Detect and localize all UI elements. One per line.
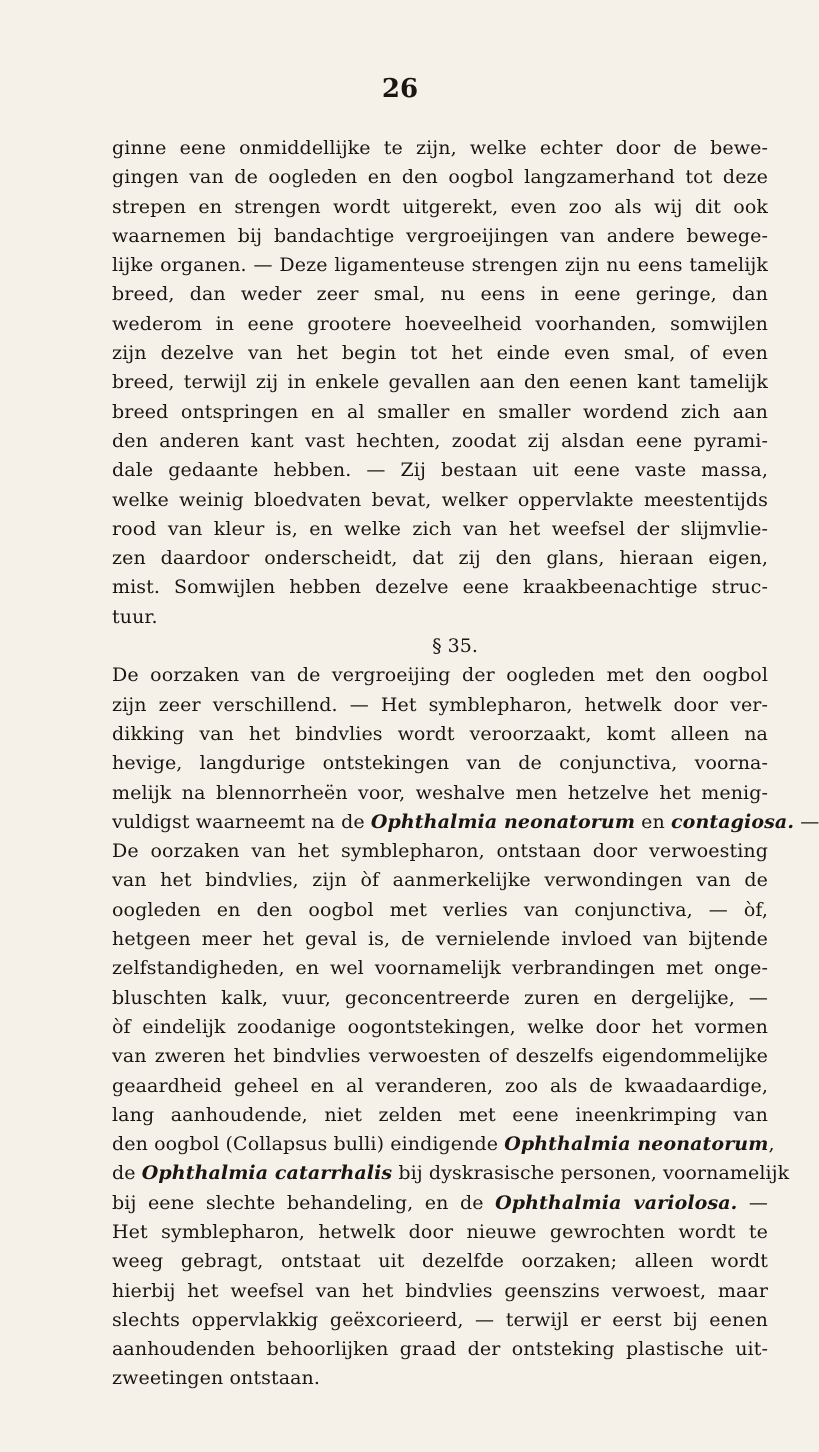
text-line: zweetingen ontstaan.	[112, 1367, 321, 1390]
text-line: dale gedaante hebben. — Zij bestaan uit eene vaste massa,	[112, 459, 768, 482]
text-line: welke weinig bloedvaten bevat, welker oppervlakte meestentijds	[112, 488, 768, 511]
text-line: breed ontspringen en al smaller en smaller wordend zich aan	[112, 400, 768, 423]
text-line: ginne eene onmiddellijke te zijn, welke echter door de bewe-	[112, 137, 768, 159]
italic-term: Ophthalmia catarrhalis	[141, 1162, 393, 1185]
text-line: van het bindvlies, zijn òf aanmerkelijke verwondingen van de	[112, 869, 768, 892]
text-line: breed, dan weder zeer smal, nu eens in eene geringe, dan	[112, 283, 768, 306]
text-line: oogleden en den oogbol met verlies van conjunctiva, — òf,	[112, 898, 768, 921]
text-line: dikking van het bindvlies wordt veroorzaakt, komt alleen na	[112, 722, 768, 745]
text-line: rood van kleur is, en welke zich van het weefsel der slijmvlie-	[112, 517, 768, 540]
text-line: geaardheid geheel en al veranderen, zoo als de kwaadaardige,	[112, 1074, 768, 1097]
text-line	[112, 1159, 790, 1188]
text-line: aanhoudenden behoorlijken graad der ontsteking plastische uit-	[112, 1338, 768, 1361]
body-text	[112, 134, 819, 1394]
text-run: en	[635, 810, 672, 833]
italic-term: Ophthalmia neonatorum	[370, 810, 636, 833]
text-line: van zweren het bindvlies verwoesten of deszelfs eigendommelijke	[112, 1045, 768, 1068]
text-run: bij eene slechte behandeling, en de	[112, 1191, 496, 1214]
text-run: de	[112, 1162, 142, 1185]
text-line: bluschten kalk, vuur, geconcentreerde zuren en dergelijke, —	[112, 986, 768, 1009]
italic-term: contagiosa.	[671, 810, 795, 833]
text-line: hierbij het weefsel van het bindvlies geenszins verwoest, maar	[112, 1279, 768, 1302]
text-run: bij dyskrasische personen, voornamelijk	[392, 1162, 790, 1185]
text-line: De oorzaken van het symblepharon, ontstaan door verwoesting	[112, 840, 768, 863]
text-line: zen daardoor onderscheidt, dat zij den glans, hieraan eigen,	[112, 547, 768, 570]
text-line: waarnemen bij bandachtige vergroeijingen van andere bewege-	[112, 224, 768, 247]
text-line: den anderen kant vast hechten, zoodat zij alsdan eene pyrami-	[112, 429, 768, 452]
text-run: vuldigst waarneemt na de	[112, 810, 371, 833]
page-number: 26	[381, 74, 419, 104]
italic-term: Ophthalmia neonatorum	[504, 1133, 769, 1156]
italic-term: Ophthalmia variolosa.	[495, 1191, 738, 1214]
text-run: —	[737, 1191, 768, 1214]
text-line: breed, terwijl zij in enkele gevallen aan den eenen kant tamelijk	[112, 371, 768, 394]
text-line: slechts oppervlakkig geëxcorieerd, — terwijl er eerst bij eenen	[112, 1308, 768, 1331]
text-line: melijk na blennorrheën voor, weshalve men hetzelve het menig-	[112, 781, 768, 804]
text-line: gingen van de oogleden en den oogbol langzamerhand tot deze	[112, 166, 768, 189]
text-line: lijke organen. — Deze ligamenteuse strengen zijn nu eens tamelijk	[112, 254, 768, 277]
text-line: Het symblepharon, hetwelk door nieuwe gewrochten wordt te	[112, 1220, 768, 1243]
text-line: strepen en strengen wordt uitgerekt, even zoo als wij dit ook	[112, 195, 768, 218]
section-heading: § 35.	[432, 635, 478, 658]
text-run: den oogbol (Collapsus bulli) eindigende	[112, 1133, 505, 1156]
text-line: wederom in eene grootere hoeveelheid voorhanden, somwijlen	[112, 312, 768, 335]
text-line: hetgeen meer het geval is, de vernielende invloed van bijtende	[112, 928, 768, 951]
paragraph-2	[112, 661, 819, 1393]
text-line: tuur.	[112, 605, 158, 628]
text-line: lang aanhoudende, niet zelden met eene ineenkrimping van	[112, 1103, 768, 1126]
paragraph-1	[112, 134, 768, 632]
text-line: zijn zeer verschillend. — Het symblepharon, hetwelk door ver-	[112, 693, 768, 716]
text-line	[112, 808, 819, 837]
text-line	[112, 1130, 775, 1159]
text-line: hevige, langdurige ontstekingen van de conjunctiva, voorna-	[112, 752, 768, 775]
text-line: weeg gebragt, ontstaat uit dezelfde oorzaken; alleen wordt	[112, 1250, 768, 1273]
text-line: De oorzaken van de vergroeijing der oogleden met den oogbol	[112, 664, 768, 687]
text-line: zijn dezelve van het begin tot het einde even smal, of even	[112, 342, 768, 365]
text-line: mist. Somwijlen hebben dezelve eene kraakbeenachtige struc-	[112, 576, 768, 599]
text-line: òf eindelijk zoodanige oogontstekingen, welke door het vormen	[112, 1015, 768, 1038]
text-run: —	[794, 810, 819, 833]
text-line: zelfstandigheden, en wel voornamelijk verbrandingen met onge-	[112, 957, 768, 980]
text-line	[112, 1189, 768, 1218]
text-run: ,	[768, 1133, 775, 1156]
